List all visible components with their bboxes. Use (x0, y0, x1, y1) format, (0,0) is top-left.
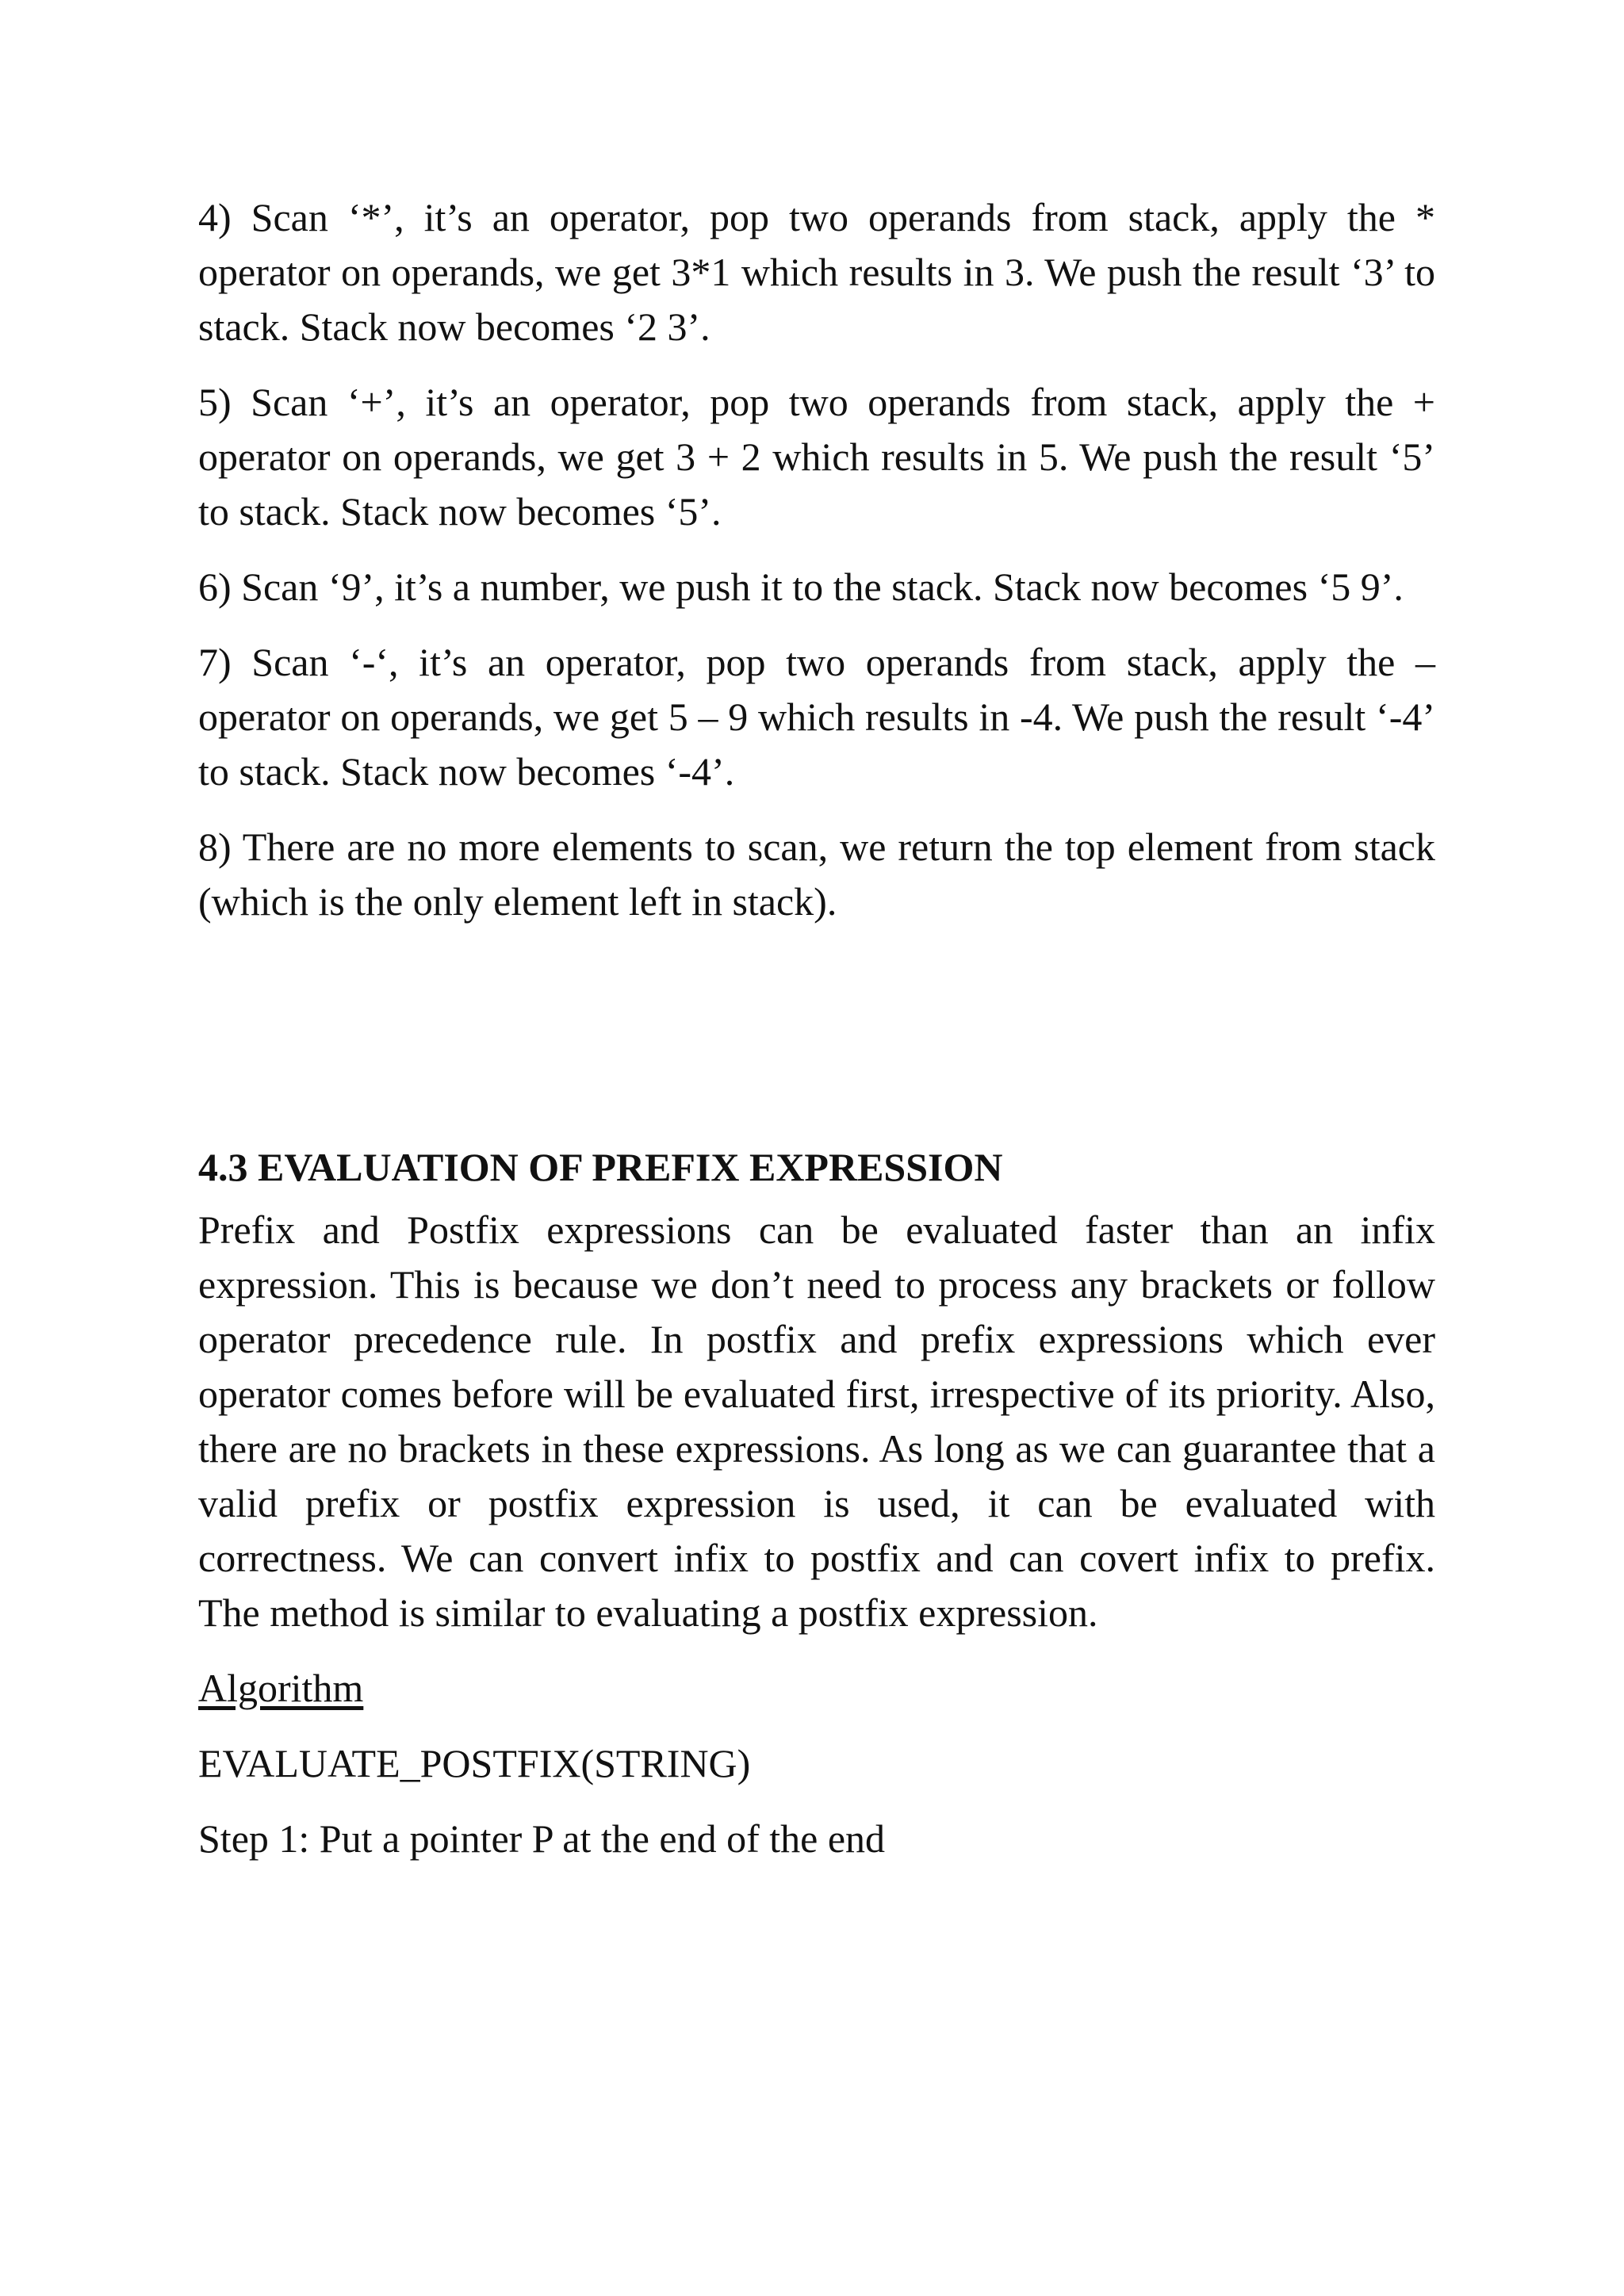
algorithm-step-1: Step 1: Put a pointer P at the end of the end (198, 1816, 886, 1861)
section-spacer (198, 950, 1435, 1140)
step-5-paragraph: 5) Scan ‘+’, it’s an operator, pop two operands from stack, apply the + operator on operands, we get 3 + 2 which results in 5. We push the result ‘5’ to stack. Stack now becomes ‘5’. (198, 380, 1435, 534)
algorithm-label: Algorithm (198, 1666, 364, 1710)
function-name: EVALUATE_POSTFIX(STRING) (198, 1741, 751, 1785)
section-heading: 4.3 EVALUATION OF PREFIX EXPRESSION (198, 1145, 1003, 1189)
document-page (198, 190, 1435, 1887)
step-8-paragraph: 8) There are no more elements to scan, we return the top element from stack (which is the only element left in stack). (198, 825, 1435, 924)
section-body-paragraph: Prefix and Postfix expressions can be evaluated faster than an infix expression. This is because we don’t need to process any brackets or follow operator precedence rule. In postfix and prefix expressions which ever operator comes before will be evaluated first, irrespective of its priority. Also, there are no brackets in these expressions. As long as we can guarantee that a valid prefix or postfix expression is used, it can be evaluated with correctness. We can convert infix to postfix and can covert infix to prefix. The method is similar to evaluating a postfix expression. (198, 1207, 1435, 1635)
step-6-paragraph: 6) Scan ‘9’, it’s a number, we push it to the stack. Stack now becomes ‘5 9’. (198, 564, 1404, 609)
step-4-paragraph: 4) Scan ‘*’, it’s an operator, pop two operands from stack, apply the * operator on operands, we get 3*1 which results in 3. We push the result ‘3’ to stack. Stack now becomes ‘2 3’. (198, 195, 1435, 349)
step-7-paragraph: 7) Scan ‘-‘, it’s an operator, pop two operands from stack, apply the – operator on operands, we get 5 – 9 which results in -4. We push the result ‘-4’ to stack. Stack now becomes ‘-4’. (198, 640, 1435, 794)
